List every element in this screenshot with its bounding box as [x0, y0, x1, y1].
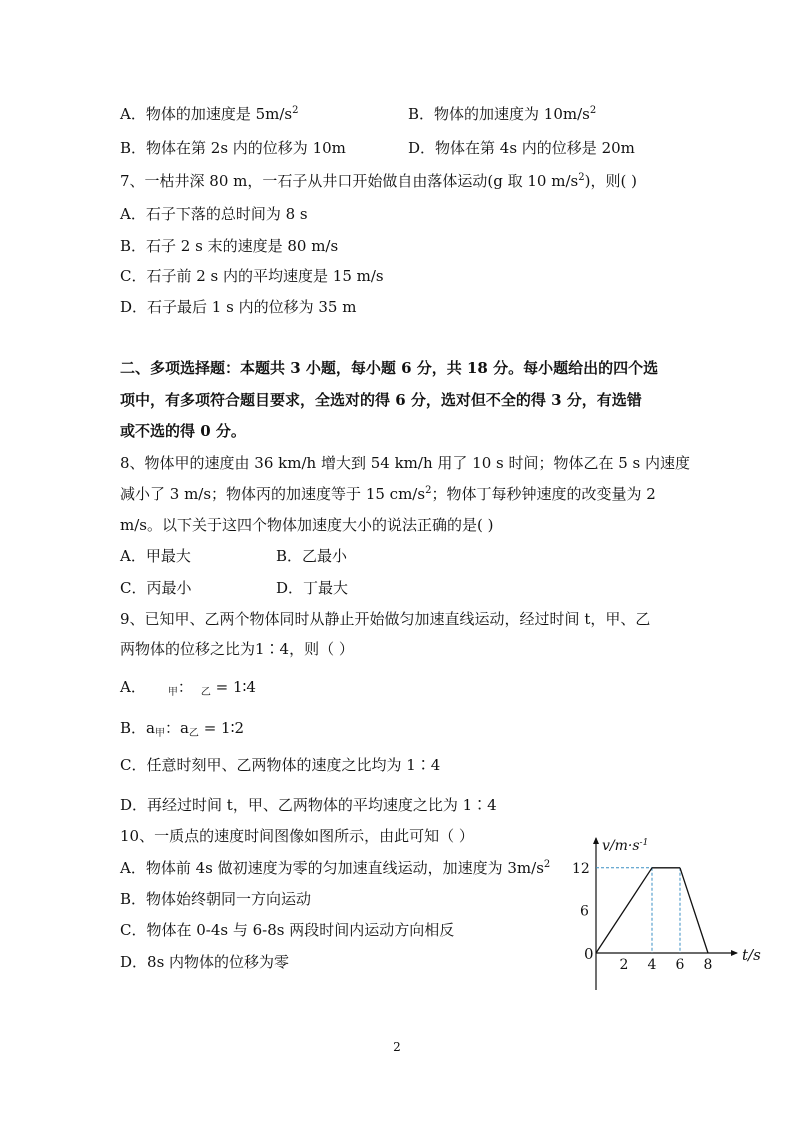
- graph-x-ticks: [620, 957, 713, 973]
- q9-option-a-colon: ：: [177, 678, 193, 696]
- q8-stem-line1: 8、物体甲的速度由 36 km/h 增大到 54 km/h 用了 10 s 时间；物体乙在 5 s 内速度: [120, 454, 691, 472]
- series-segment: [596, 868, 652, 953]
- q6-option-b-text: B．物体的加速度为 10m/s: [408, 105, 590, 123]
- q8-option-d: D．丁最大: [276, 579, 349, 597]
- q8-stem-line2-sup: 2: [425, 485, 432, 496]
- q9-option-b-ratio: = 1∶2: [198, 719, 245, 737]
- q8-option-c: C．丙最小: [120, 579, 192, 597]
- q8-stem-line2-text: 减小了 3 m/s；物体丙的加速度等于 15 cm/s: [120, 485, 426, 503]
- q9-option-a-label: A．: [120, 678, 146, 696]
- q6-option-a: [120, 104, 299, 124]
- q7-stem-tail: )，则( ): [584, 172, 637, 190]
- q9-option-b-text: B．a: [120, 719, 155, 737]
- q9-option-d: D．再经过时间 t，甲、乙两物体的平均速度之比为 1∶4: [120, 796, 497, 814]
- q6-option-a-sup: 2: [292, 105, 299, 116]
- graph-y-ticks: [572, 861, 590, 920]
- q7-option-d: D．石子最后 1 s 内的位移为 35 m: [120, 298, 357, 316]
- q8-option-b: B．乙最小: [276, 547, 348, 565]
- q8-stem-line3: m/s。以下关于这四个物体加速度大小的说法正确的是( ): [120, 516, 494, 534]
- q8-option-a: A．甲最大: [120, 547, 191, 565]
- y-tick-label: 6: [580, 903, 589, 920]
- q10-option-d: D．8s 内物体的位移为零: [120, 953, 290, 971]
- q10-option-a-sup: 2: [543, 859, 551, 870]
- x-tick-label: 8: [703, 957, 713, 973]
- q7-option-b: B．石子 2 s 末的速度是 80 m/s: [120, 237, 339, 255]
- q6-option-a-text: A．物体的加速度是 5m/s: [120, 105, 293, 123]
- q9-option-a-sub2: 乙: [200, 687, 211, 698]
- series-segment: [680, 868, 708, 953]
- q7-stem-sup: 2: [578, 172, 585, 183]
- q10-stem: 10、一质点的速度时间图像如图所示，由此可知（ ）: [120, 827, 474, 845]
- q9-option-b-colon: ：a: [164, 719, 189, 737]
- q8-stem-line2: [120, 484, 656, 504]
- q9-option-a: [120, 677, 256, 697]
- q6-option-b: [408, 104, 596, 124]
- x-tick-label: 4: [647, 957, 657, 973]
- graph-y-label-text: v/m·s: [602, 838, 640, 854]
- q9-option-b-sub2: 乙: [188, 728, 199, 739]
- x-tick-label: 6: [675, 957, 685, 973]
- q9-option-a-sub1: 甲: [167, 687, 178, 698]
- graph-y-label: [602, 838, 648, 854]
- graph-x-label: t/s: [742, 946, 761, 964]
- q10-option-b: B．物体始终朝同一方向运动: [120, 890, 312, 908]
- section2-heading-line1: 二、多项选择题：本题共 3 小题，每小题 6 分，共 18 分。每小题给出的四个选: [120, 359, 659, 377]
- q8-stem-line2-tail: ；物体丁每秒钟速度的改变量为 2: [431, 485, 656, 503]
- q6-option-d: D．物体在第 4s 内的位移是 20m: [408, 139, 635, 157]
- q9-option-c: C．任意时刻甲、乙两物体的速度之比均为 1∶4: [120, 756, 441, 774]
- q7-option-c: C．石子前 2 s 内的平均速度是 15 m/s: [120, 267, 384, 285]
- y-tick-label: 12: [572, 860, 590, 877]
- section2-heading-line3: 或不选的得 0 分。: [120, 422, 246, 440]
- graph-guide-lines: [596, 868, 680, 953]
- q7-option-a: A．石子下落的总时间为 8 s: [120, 205, 308, 223]
- q10-option-c: C．物体在 0-4s 与 6-8s 两段时间内运动方向相反: [120, 921, 455, 939]
- q10-option-a-text: A．物体前 4s 做初速度为零的匀加速直线运动，加速度为 3m/s: [120, 859, 544, 877]
- velocity-time-graph: [572, 830, 767, 995]
- graph-origin-label: 0: [584, 945, 594, 963]
- section2-heading-line2: 项中，有多项符合题目要求，全选对的得 6 分，选对但不全的得 3 分，有选错: [120, 391, 642, 409]
- q9-option-b-sub1: 甲: [154, 728, 165, 739]
- q9-stem-line2: 两物体的位移之比为1∶4，则（ ）: [120, 640, 354, 658]
- x-tick-label: 2: [619, 957, 629, 973]
- q9-option-a-ratio: = 1∶4: [210, 678, 256, 696]
- q6-option-c: B．物体在第 2s 内的位移为 10m: [120, 139, 346, 157]
- graph-y-label-sup: -1: [639, 838, 649, 848]
- q7-stem-text: 7、一枯井深 80 m，一石子从井口开始做自由落体运动(g 取 10 m/s: [120, 172, 579, 190]
- q10-option-a: [120, 858, 550, 878]
- page-number: 2: [393, 1040, 401, 1054]
- q6-option-b-sup: 2: [589, 105, 597, 116]
- q9-stem-line1: 9、已知甲、乙两个物体同时从静止开始做匀加速直线运动，经过时间 t，甲、乙: [120, 610, 651, 628]
- q9-option-b: [120, 718, 244, 738]
- q7-stem: [120, 171, 637, 191]
